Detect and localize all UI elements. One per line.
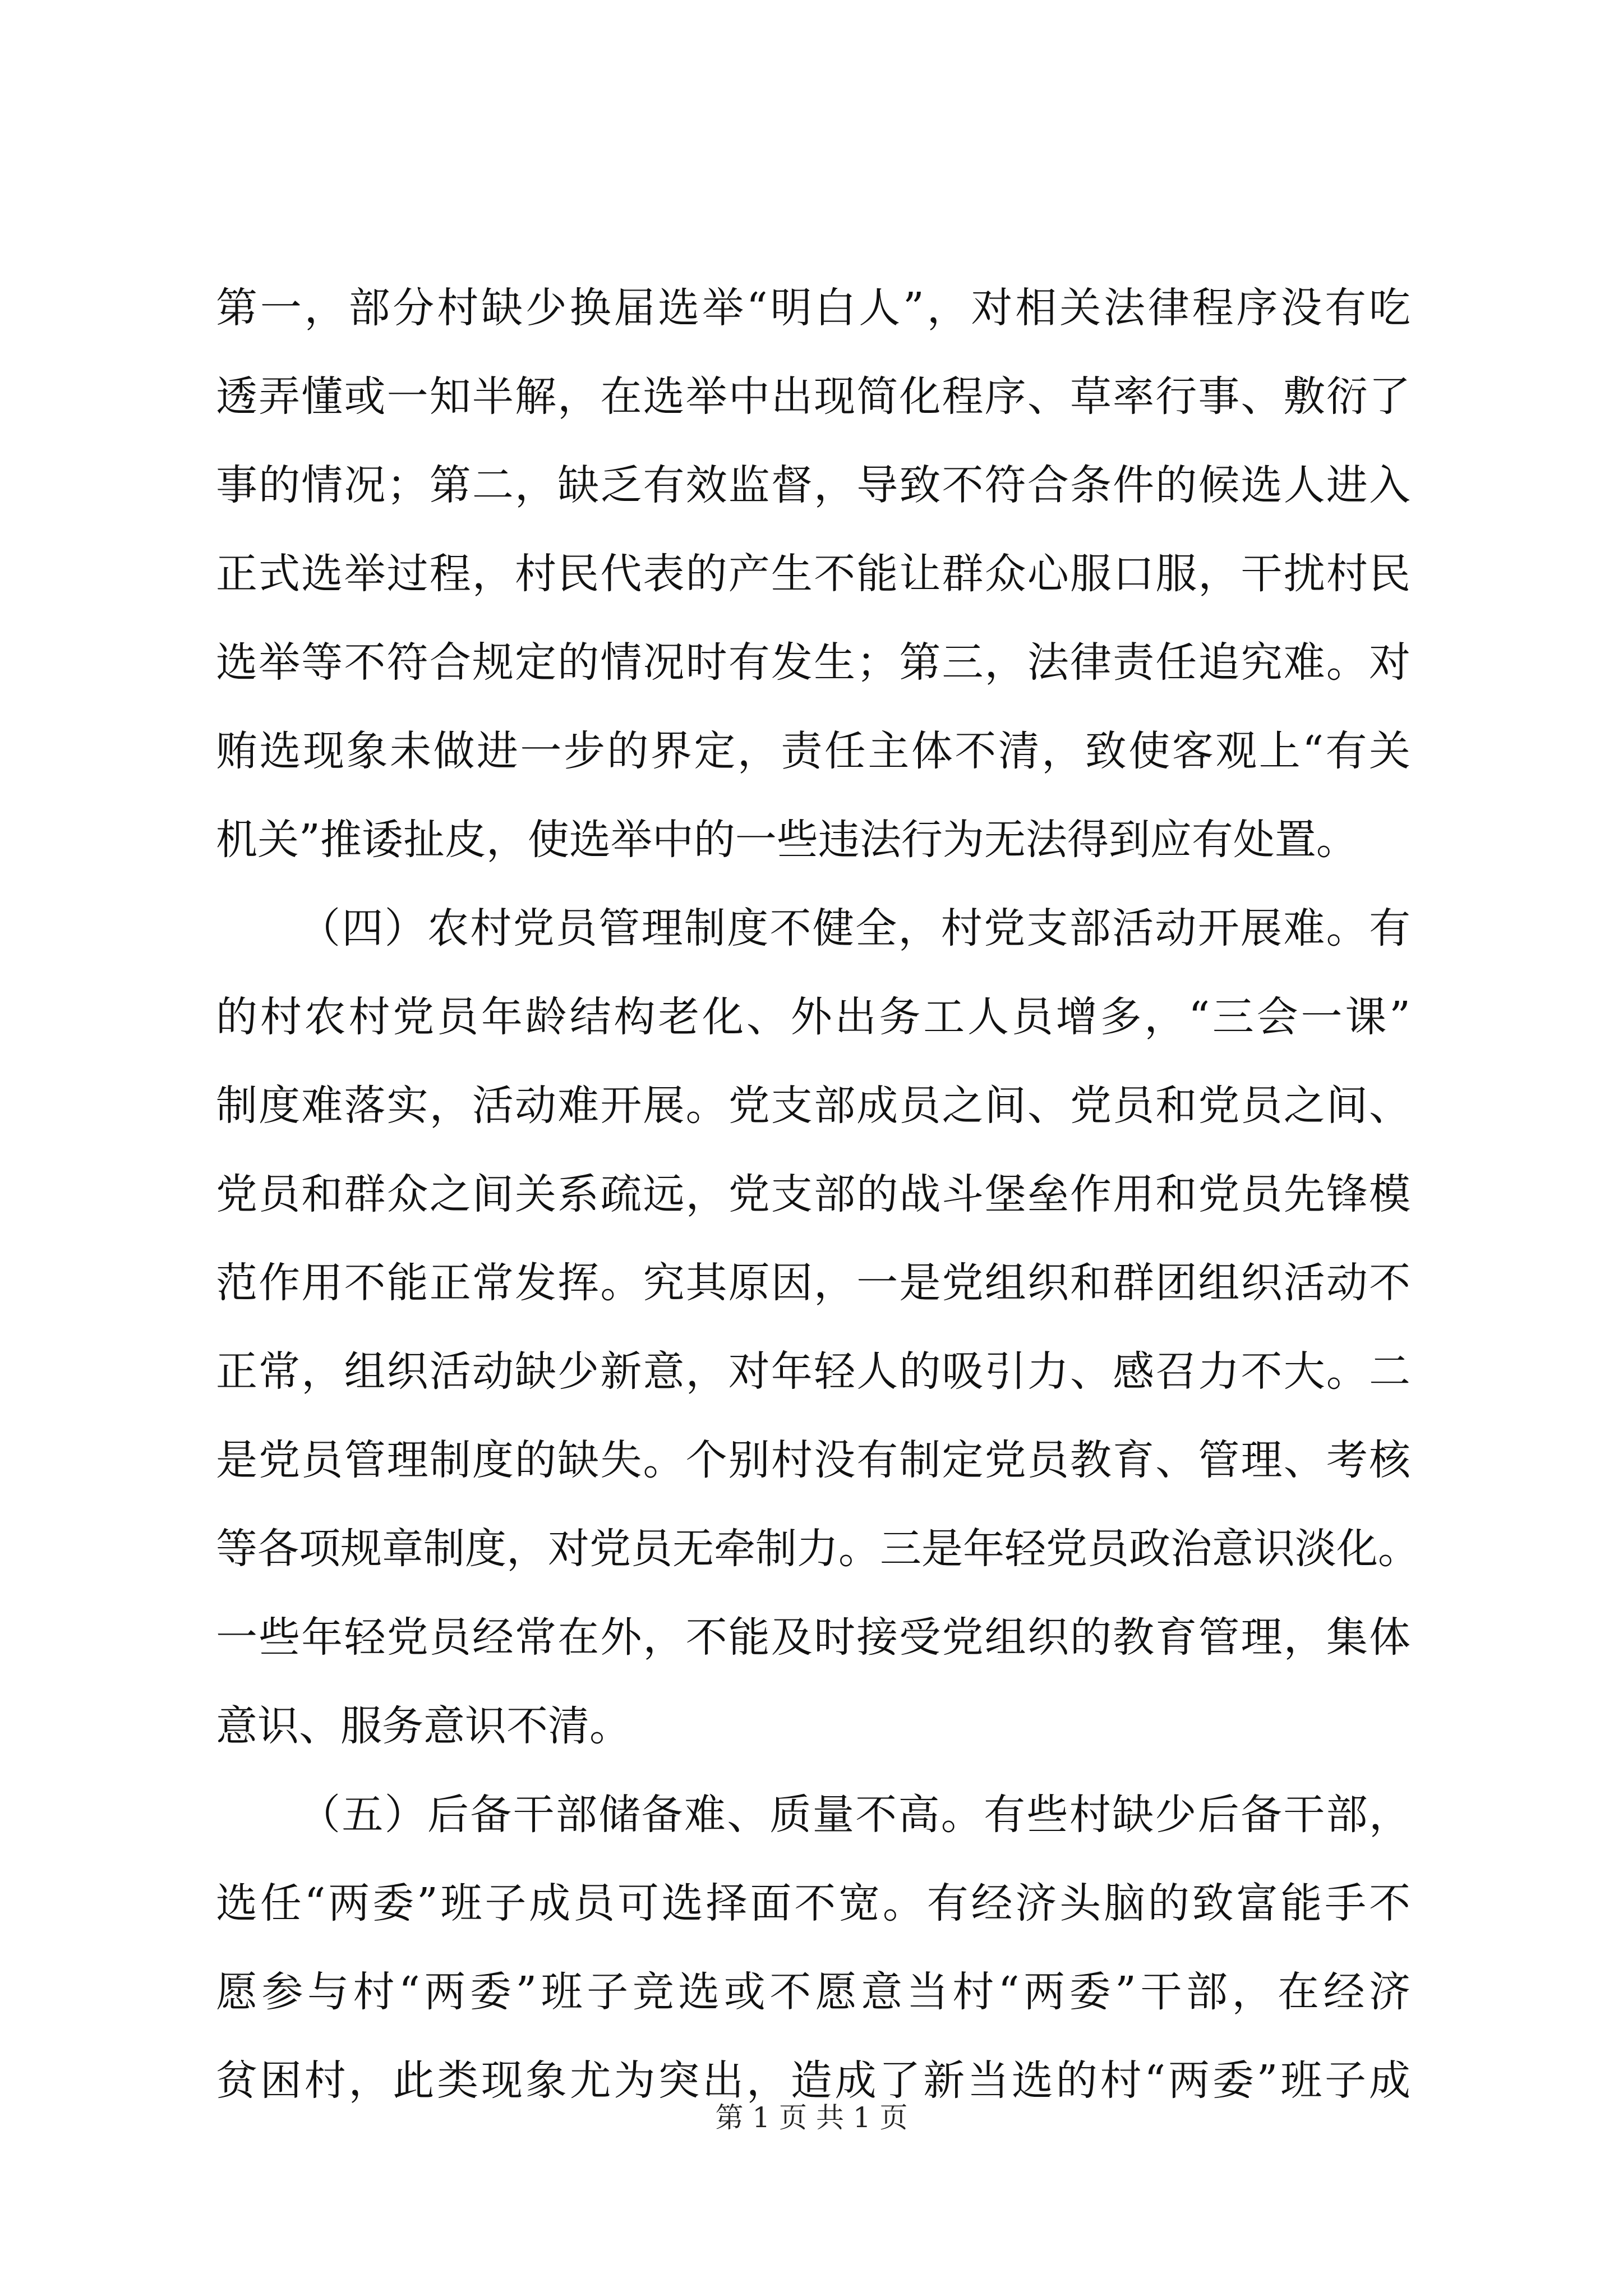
text-line: 党员和群众之间关系疏远，党支部的战斗堡垒作用和党员先锋模 xyxy=(216,1170,1410,1218)
text-line: 意识、服务意识不清。 xyxy=(216,1702,631,1750)
text-line: 贿选现象未做进一步的界定，责任主体不清，致使客观上“有关 xyxy=(216,727,1410,775)
document-body xyxy=(216,264,1419,2125)
page-number-label: 第 1 页 共 1 页 xyxy=(715,2101,908,2134)
text-line: 是党员管理制度的缺失。个别村没有制定党员教育、管理、考核 xyxy=(216,1436,1410,1484)
text-line: 的村农村党员年龄结构老化、外出务工人员增多，“三会一课” xyxy=(216,993,1410,1041)
paragraph-five-heading-line: （五）后备干部储备难、质量不高。有些村缺少后备干部， xyxy=(299,1791,1410,1839)
text-line: 事的情况；第二，缺乏有效监督，导致不符合条件的候选人进入 xyxy=(216,461,1410,509)
text-line: 透弄懂或一知半解，在选举中出现简化程序、草率行事、敷衍了 xyxy=(216,372,1410,421)
text-line: 一些年轻党员经常在外，不能及时接受党组织的教育管理，集体 xyxy=(216,1613,1410,1662)
text-line: 愿参与村“两委”班子竞选或不愿意当村“两委”干部，在经济 xyxy=(216,1968,1410,2016)
text-line: 第一，部分村缺少换届选举“明白人”，对相关法律程序没有吃 xyxy=(216,284,1410,332)
text-line: 贫困村，此类现象尤为突出，造成了新当选的村“两委”班子成 xyxy=(216,2056,1410,2105)
page-footer xyxy=(0,2101,1623,2134)
text-line: 正式选举过程，村民代表的产生不能让群众心服口服，干扰村民 xyxy=(216,550,1410,598)
text-line: 范作用不能正常发挥。究其原因，一是党组织和群团组织活动不 xyxy=(216,1259,1410,1307)
text-line: 选任“两委”班子成员可选择面不宽。有经济头脑的致富能手不 xyxy=(216,1879,1410,1927)
paragraph-four-heading-line: （四）农村党员管理制度不健全，村党支部活动开展难。有 xyxy=(299,904,1410,953)
text-line: 正常，组织活动缺少新意，对年轻人的吸引力、感召力不大。二 xyxy=(216,1347,1410,1396)
text-line: 选举等不符合规定的情况时有发生；第三，法律责任追究难。对 xyxy=(216,638,1410,687)
text-line: 机关”推诿扯皮，使选举中的一些违法行为无法得到应有处置。 xyxy=(216,816,1358,864)
text-line: 等各项规章制度，对党员无牵制力。三是年轻党员政治意识淡化。 xyxy=(216,1525,1419,1573)
text-line: 制度难落实，活动难开展。党支部成员之间、党员和党员之间、 xyxy=(216,1082,1410,1130)
